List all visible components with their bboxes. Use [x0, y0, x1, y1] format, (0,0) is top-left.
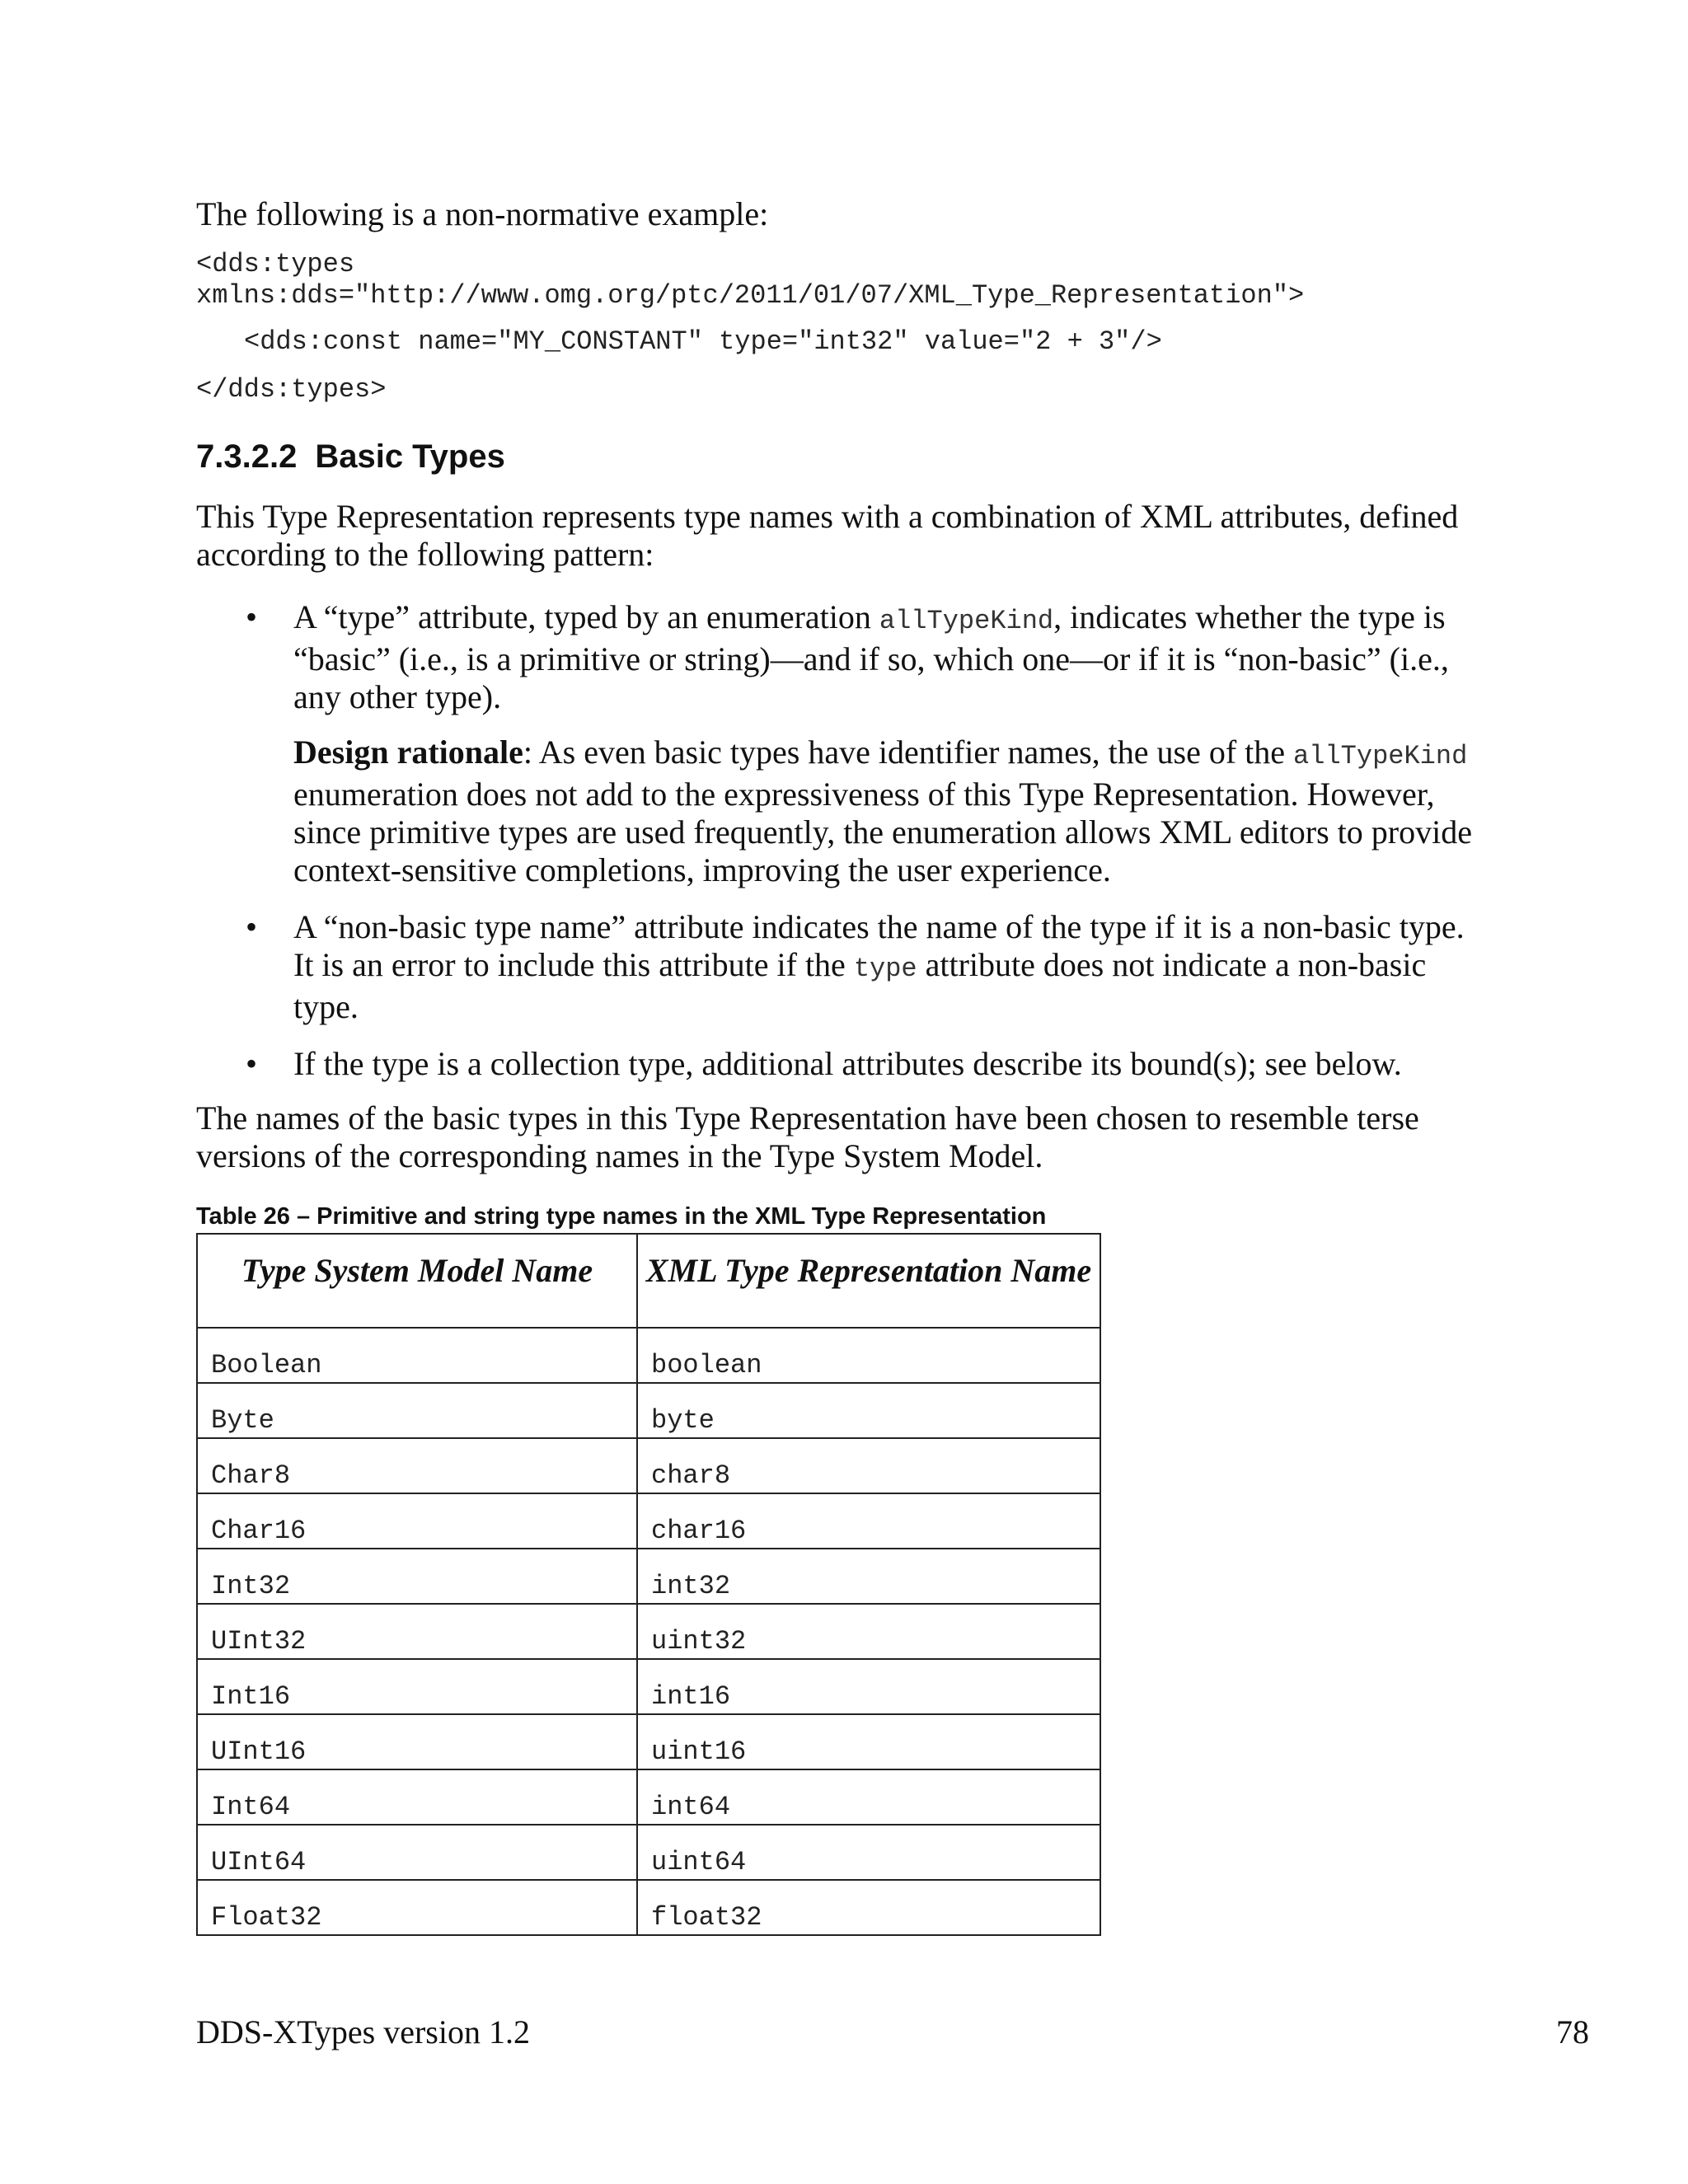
table-row: [197, 1328, 1100, 1383]
table-row: [197, 1825, 1100, 1880]
cell-type-system-model-name: Float32: [197, 1880, 637, 1935]
table-row: [197, 1714, 1100, 1769]
header-type-system-model-name: Type System Model Name: [197, 1234, 637, 1328]
intro-text: The following is a non-normative example:: [196, 195, 769, 232]
cell-xml-type-name: float32: [637, 1880, 1100, 1935]
table-row: [197, 1383, 1100, 1438]
cell-type-system-model-name: Byte: [197, 1383, 637, 1438]
header-xml-type-representation-name: XML Type Representation Name: [637, 1234, 1100, 1328]
table-row: [197, 1438, 1100, 1493]
paragraph-intro: This Type Representation represents type names with a combination of XML attributes, defined according to the following pattern:: [196, 498, 1459, 573]
cell-xml-type-name: uint64: [637, 1825, 1100, 1880]
cell-xml-type-name: byte: [637, 1383, 1100, 1438]
bullet-text: A “non-basic type name” attribute indicates the name of the type if it is a non-basic type. It is an error to include this attribute if the: [293, 908, 1465, 983]
bullet-symbol: •: [246, 908, 258, 945]
rationale-text: : As even basic types have identifier names, the use of the: [523, 733, 1294, 771]
inline-code: allTypeKind: [1293, 741, 1468, 771]
code-line-1: <dds:types: [196, 249, 355, 279]
paragraph-names: The names of the basic types in this Type Representation have been chosen to resemble terse versions of the corresponding names in the Type System Model.: [196, 1099, 1419, 1174]
bullet-symbol: •: [246, 598, 258, 635]
footer-document-version: DDS-XTypes version 1.2: [196, 2013, 530, 2050]
cell-xml-type-name: boolean: [637, 1328, 1100, 1383]
table-caption: Table 26 – Primitive and string type names in the XML Type Representation: [196, 1203, 1047, 1230]
code-line-4: </dds:types>: [196, 374, 387, 405]
bullet-non-basic-name: [293, 908, 1480, 1026]
footer-page-number: 78: [1556, 2013, 1589, 2050]
cell-type-system-model-name: UInt32: [197, 1604, 637, 1659]
table-row: [197, 1493, 1100, 1549]
type-names-table: [196, 1233, 1101, 1936]
section-number: 7.3.2.2: [196, 438, 298, 475]
cell-type-system-model-name: Char16: [197, 1493, 637, 1549]
rationale-text: enumeration does not add to the expressiveness of this Type Representation. However, since primitive types are used frequently, the enumeration allows XML editors to provide context-sensitive completions, improving the user experience.: [293, 776, 1472, 888]
cell-type-system-model-name: Boolean: [197, 1328, 637, 1383]
cell-type-system-model-name: UInt16: [197, 1714, 637, 1769]
bullet-type-attribute: [293, 598, 1480, 716]
cell-xml-type-name: char8: [637, 1438, 1100, 1493]
bullet-symbol: •: [246, 1045, 258, 1082]
cell-xml-type-name: uint16: [637, 1714, 1100, 1769]
table-row: [197, 1659, 1100, 1714]
table-row: [197, 1769, 1100, 1825]
rationale-label: Design rationale: [293, 733, 523, 771]
cell-type-system-model-name: Int64: [197, 1769, 637, 1825]
bullet-text: , indicates whether the type is “basic” (i.e., is a primitive or string)—and if so, which one—or if it is “non-basic” (i.e., any other type).: [293, 598, 1449, 715]
cell-type-system-model-name: Int32: [197, 1549, 637, 1604]
cell-xml-type-name: int32: [637, 1549, 1100, 1604]
section-title: Basic Types: [315, 438, 505, 475]
inline-code: type: [853, 954, 917, 984]
cell-type-system-model-name: UInt64: [197, 1825, 637, 1880]
inline-code: allTypeKind: [879, 606, 1054, 636]
bullet-text: attribute does not indicate a non-basic type.: [293, 946, 1427, 1025]
cell-xml-type-name: int16: [637, 1659, 1100, 1714]
bullet-collection-type: If the type is a collection type, additional attributes describe its bound(s); see below.: [293, 1045, 1402, 1082]
bullet-text: A “type” attribute, typed by an enumeration: [293, 598, 879, 635]
code-line-2: xmlns:dds="http://www.omg.org/ptc/2011/01/07/XML_Type_Representation">: [196, 280, 1305, 311]
cell-xml-type-name: int64: [637, 1769, 1100, 1825]
table-body: [197, 1328, 1100, 1935]
table-header-row: [197, 1234, 1100, 1328]
cell-type-system-model-name: Int16: [197, 1659, 637, 1714]
table-row: [197, 1604, 1100, 1659]
design-rationale: [293, 733, 1480, 889]
cell-xml-type-name: char16: [637, 1493, 1100, 1549]
cell-xml-type-name: uint32: [637, 1604, 1100, 1659]
code-line-3: <dds:const name="MY_CONSTANT" type="int32" value="2 + 3"/>: [244, 326, 1162, 357]
table-row: [197, 1880, 1100, 1935]
section-heading: [196, 437, 505, 476]
cell-type-system-model-name: Char8: [197, 1438, 637, 1493]
table-row: [197, 1549, 1100, 1604]
